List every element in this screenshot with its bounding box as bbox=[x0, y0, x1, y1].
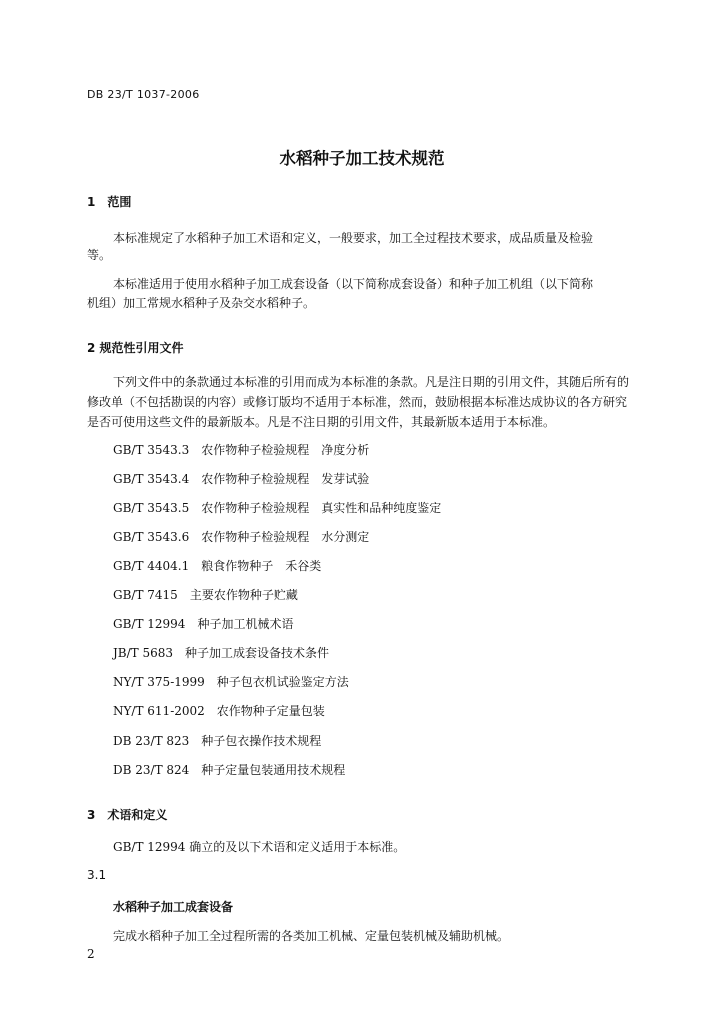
section-2-intro-line-1: 下列文件中的条款通过本标准的引用而成为本标准的条款。凡是注日期的引用文件，其随后所有的 bbox=[113, 375, 630, 389]
reference-code: GB/T 3543.3 bbox=[113, 443, 190, 457]
reference-item bbox=[113, 732, 321, 749]
section-1-para-2-line-1: 本标准适用于使用水稻种子加工成套设备（以下简称成套设备）和种子加工机组（以下简称 bbox=[113, 277, 594, 291]
section-3-heading: 3 术语和定义 bbox=[87, 808, 168, 822]
reference-code: GB/T 4404.1 bbox=[113, 559, 190, 573]
reference-item bbox=[113, 761, 345, 778]
reference-code: GB/T 3543.6 bbox=[113, 530, 190, 544]
document-id: DB 23/T 1037-2006 bbox=[87, 88, 200, 101]
reference-item bbox=[113, 528, 369, 545]
section-1-heading: 1 范围 bbox=[87, 195, 132, 209]
reference-code: GB/T 3543.5 bbox=[113, 501, 190, 515]
reference-code: NY/T 375-1999 bbox=[113, 675, 205, 689]
section-2-intro-line-3: 是否可使用这些文件的最新版本。凡是不注日期的引用文件，其最新版本适用于本标准。 bbox=[87, 415, 556, 429]
section-2-heading: 2 规范性引用文件 bbox=[87, 341, 184, 355]
section-1-para-2-line-2: 机组）加工常规水稻种子及杂交水稻种子。 bbox=[87, 296, 316, 310]
reference-title: 主要农作物种子贮藏 bbox=[189, 588, 298, 602]
reference-code: DB 23/T 824 bbox=[113, 763, 190, 777]
reference-title: 种子加工机械术语 bbox=[197, 617, 294, 631]
reference-item bbox=[113, 470, 369, 487]
term-definition: 完成水稻种子加工全过程所需的各类加工机械、定量包装机械及辅助机械。 bbox=[113, 929, 510, 943]
reference-title: 农作物种子检验规程 真实性和品种纯度鉴定 bbox=[201, 501, 442, 515]
page-number: 2 bbox=[87, 947, 95, 961]
reference-item bbox=[113, 673, 349, 690]
reference-code: GB/T 7415 bbox=[113, 588, 178, 602]
reference-item bbox=[113, 441, 369, 458]
reference-code: DB 23/T 823 bbox=[113, 734, 190, 748]
section-3-intro: GB/T 12994 确立的及以下术语和定义适用于本标准。 bbox=[113, 840, 406, 854]
reference-title: 农作物种子检验规程 净度分析 bbox=[201, 443, 370, 457]
reference-item bbox=[113, 644, 329, 661]
section-2-intro-line-2: 修改单（不包括勘误的内容）或修订版均不适用于本标准，然而，鼓励根据本标准达成协议的各方研究 bbox=[87, 395, 628, 409]
page-title: 水稻种子加工技术规范 bbox=[279, 149, 445, 168]
reference-code: JB/T 5683 bbox=[113, 646, 174, 660]
term-heading: 水稻种子加工成套设备 bbox=[113, 900, 234, 914]
reference-title: 种子加工成套设备技术条件 bbox=[185, 646, 330, 660]
reference-title: 农作物种子检验规程 水分测定 bbox=[201, 530, 370, 544]
section-1-para-1-line-1: 本标准规定了水稻种子加工术语和定义，一般要求，加工全过程技术要求，成品质量及检验 bbox=[113, 231, 594, 245]
reference-item bbox=[113, 557, 321, 574]
reference-title: 粮食作物种子 禾谷类 bbox=[201, 559, 322, 573]
reference-title: 种子包衣机试验鉴定方法 bbox=[216, 675, 349, 689]
reference-title: 农作物种子定量包装 bbox=[216, 704, 325, 718]
reference-item bbox=[113, 586, 298, 603]
reference-title: 种子包衣操作技术规程 bbox=[201, 734, 322, 748]
subsection-number: 3.1 bbox=[87, 868, 107, 882]
reference-title: 种子定量包装通用技术规程 bbox=[201, 763, 346, 777]
reference-code: GB/T 3543.4 bbox=[113, 472, 190, 486]
reference-item bbox=[113, 702, 325, 719]
reference-title: 农作物种子检验规程 发芽试验 bbox=[201, 472, 370, 486]
reference-item bbox=[113, 499, 441, 516]
reference-item bbox=[113, 615, 293, 632]
reference-code: GB/T 12994 bbox=[113, 617, 186, 631]
reference-code: NY/T 611-2002 bbox=[113, 704, 205, 718]
section-1-para-1-line-2: 等。 bbox=[87, 248, 112, 262]
